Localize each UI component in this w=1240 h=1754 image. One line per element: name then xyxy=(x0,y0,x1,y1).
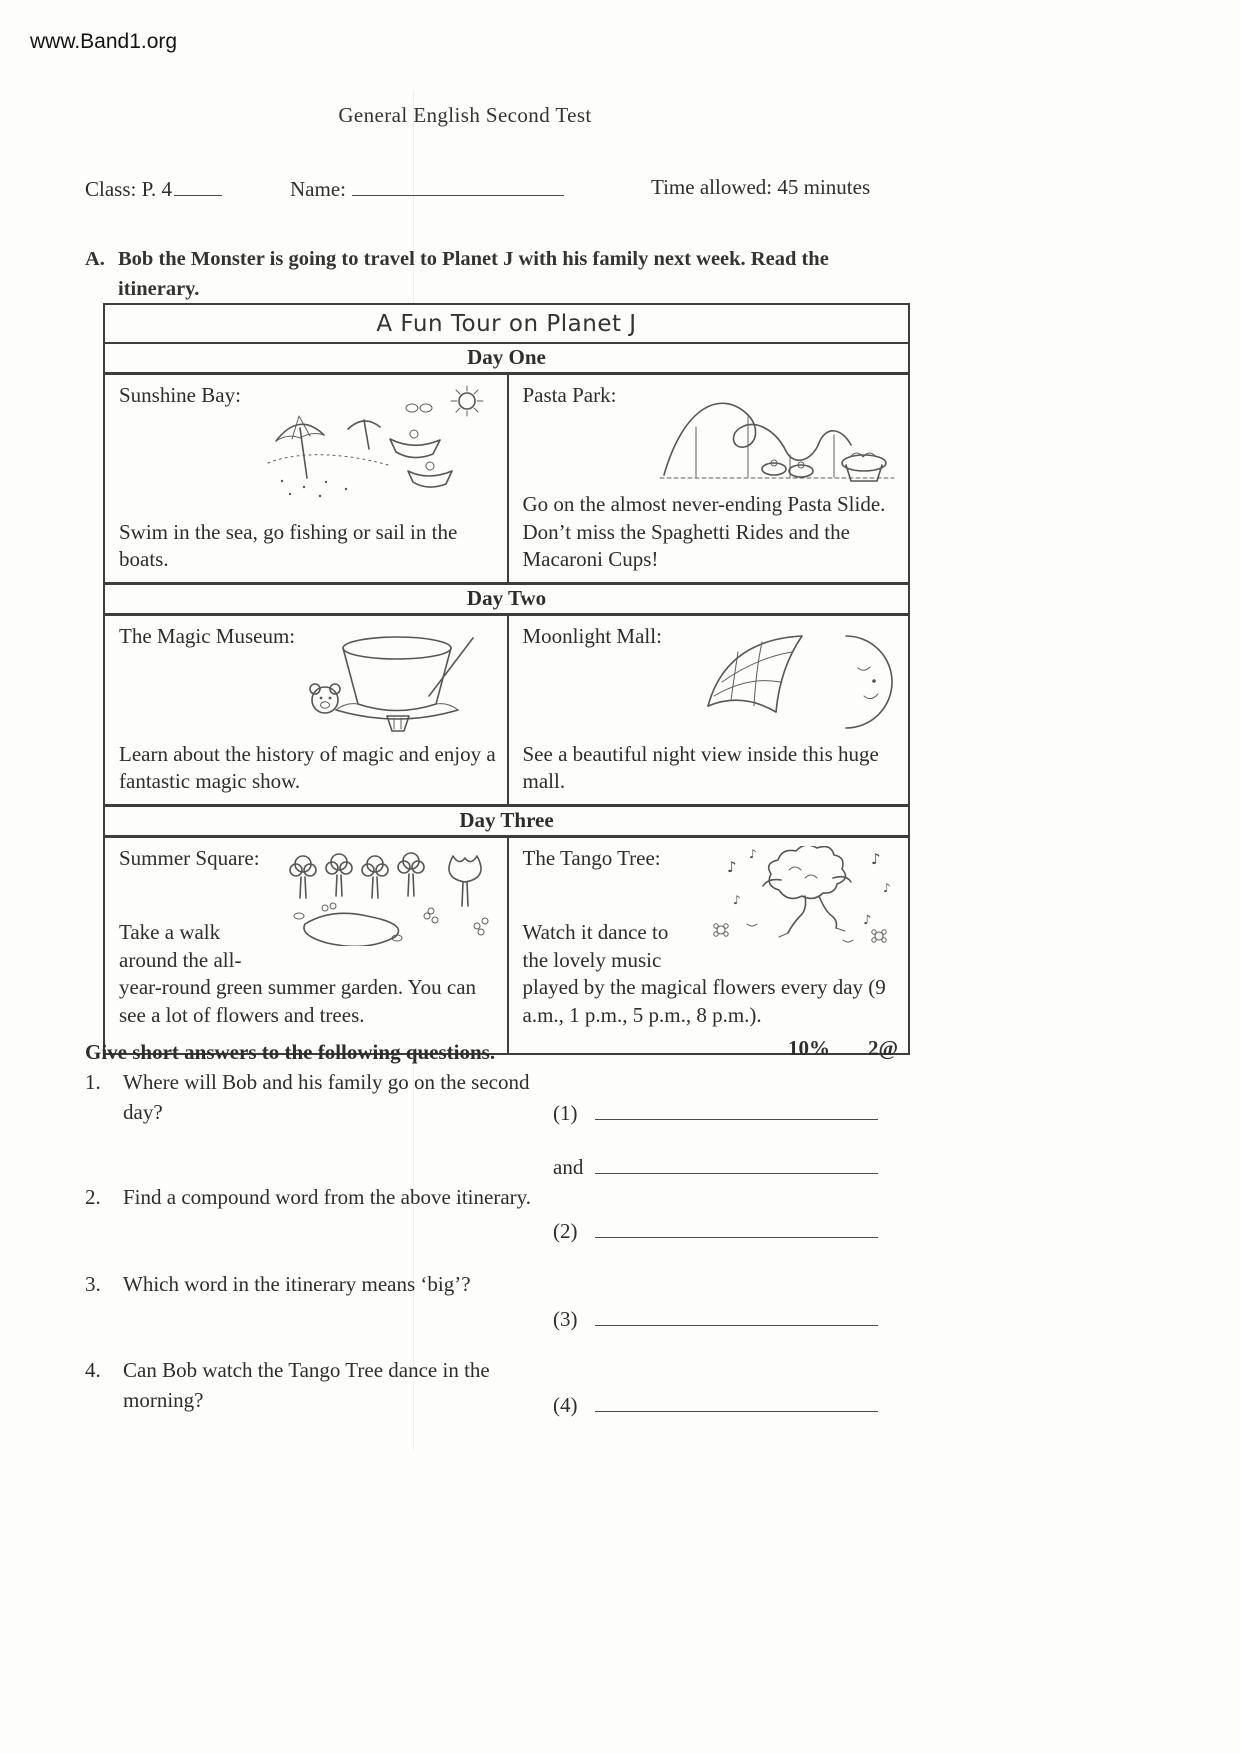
question-1 xyxy=(85,1068,555,1128)
class-field xyxy=(85,177,222,201)
time-allowed-label: Time allowed: 45 minutes xyxy=(651,175,871,199)
answer-1 xyxy=(553,1098,878,1126)
answer-blank xyxy=(595,1152,878,1174)
questions-instruction-row xyxy=(85,1036,915,1065)
question-text: Where will Bob and his family go on the second day? xyxy=(123,1070,530,1124)
attraction-description: Take a walk around the all-year-round green summer garden. You can see a lot of flowers and trees. xyxy=(119,920,477,1028)
question-number: 4. xyxy=(85,1358,101,1382)
question-text: Find a compound word from the above itinerary. xyxy=(123,1185,532,1209)
crescent-moon-mall-icon xyxy=(698,624,898,732)
question-number: 3. xyxy=(85,1272,101,1296)
attraction-pasta-park xyxy=(507,375,909,582)
svg-text:♪: ♪ xyxy=(883,881,891,895)
attraction-description: Go on the almost never-ending Pasta Slide. Don’t miss the Spaghetti Rides and the Macaroni Cups! xyxy=(522,491,886,572)
header-fields xyxy=(85,175,915,202)
itinerary-title: A Fun Tour on Planet J xyxy=(105,305,908,344)
day-two-row xyxy=(105,616,908,804)
attraction-sunshine-bay xyxy=(105,375,507,582)
dancing-tree-icon xyxy=(693,846,898,946)
garden-scene-icon xyxy=(277,846,497,946)
answer-label: (2) xyxy=(553,1219,578,1243)
attraction-magic-museum xyxy=(105,616,507,804)
beach-scene-icon xyxy=(262,383,497,503)
answer-4 xyxy=(553,1390,878,1418)
attraction-name: Moonlight Mall: xyxy=(522,624,662,648)
day-one-header: Day One xyxy=(105,344,908,375)
question-text: Which word in the itinerary means ‘big’? xyxy=(123,1272,471,1296)
svg-text:♪: ♪ xyxy=(733,893,741,907)
total-marks: 10% xyxy=(788,1036,830,1060)
attraction-name: Summer Square: xyxy=(119,846,260,870)
class-label: Class: P. 4 xyxy=(85,177,172,201)
section-a-instruction xyxy=(85,245,910,304)
answer-3 xyxy=(553,1304,878,1332)
roller-coaster-icon xyxy=(658,383,898,485)
answer-blank xyxy=(595,1390,878,1412)
question-text: Can Bob watch the Tango Tree dance in the morning? xyxy=(123,1358,490,1412)
attraction-description: Swim in the sea, go fishing or sail in the boats. xyxy=(119,519,458,572)
questions-instruction: Give short answers to the following questions. xyxy=(85,1040,496,1064)
watermark: www.Band1.org xyxy=(30,30,178,53)
svg-text:♪: ♪ xyxy=(871,850,881,868)
answer-connector: and xyxy=(553,1155,584,1179)
answer-blank xyxy=(595,1098,878,1120)
question-2 xyxy=(85,1183,545,1213)
day-three-row xyxy=(105,838,908,1053)
svg-text:♪: ♪ xyxy=(727,858,737,876)
answer-label: (4) xyxy=(553,1393,578,1417)
section-a-text: Bob the Monster is going to travel to Planet J with his family next week. Read the itinerary. xyxy=(118,248,829,300)
answer-blank xyxy=(595,1216,878,1238)
question-number: 2. xyxy=(85,1185,101,1209)
attraction-summer-square xyxy=(105,838,507,1053)
page-title: General English Second Test xyxy=(338,103,592,127)
magic-hat-icon xyxy=(297,624,497,736)
answer-1-and xyxy=(553,1152,878,1180)
section-a-marker: A. xyxy=(85,248,105,270)
attraction-description: Watch it dance to the lovely music played by the magical flowers every day (9 a.m., 1 p.m., 5 p.m., 8 p.m.). xyxy=(522,920,886,1028)
question-number: 1. xyxy=(85,1070,101,1094)
class-blank xyxy=(174,175,222,196)
svg-text:♪: ♪ xyxy=(749,847,757,861)
question-3 xyxy=(85,1270,605,1300)
attraction-description: See a beautiful night view inside this huge mall. xyxy=(522,741,879,794)
name-field xyxy=(290,175,564,202)
attraction-description: Learn about the history of magic and enjoy a fantastic magic show. xyxy=(119,741,496,794)
itinerary-table xyxy=(103,303,910,1055)
marks-each: 2@ xyxy=(868,1036,899,1060)
name-label: Name: xyxy=(290,177,346,201)
answer-blank xyxy=(595,1304,878,1326)
svg-text:♪: ♪ xyxy=(863,913,872,928)
day-two-header: Day Two xyxy=(105,582,908,616)
answer-2 xyxy=(553,1216,878,1244)
question-4 xyxy=(85,1356,555,1416)
answer-label: (3) xyxy=(553,1307,578,1331)
attraction-tango-tree xyxy=(507,838,909,1053)
attraction-name: Pasta Park: xyxy=(522,383,617,407)
day-three-header: Day Three xyxy=(105,804,908,838)
attraction-name: Sunshine Bay: xyxy=(119,383,241,407)
name-blank xyxy=(352,175,564,196)
attraction-moonlight-mall xyxy=(507,616,909,804)
attraction-name: The Magic Museum: xyxy=(119,624,296,648)
day-one-row xyxy=(105,375,908,582)
answer-label: (1) xyxy=(553,1101,578,1125)
attraction-name: The Tango Tree: xyxy=(522,846,661,870)
